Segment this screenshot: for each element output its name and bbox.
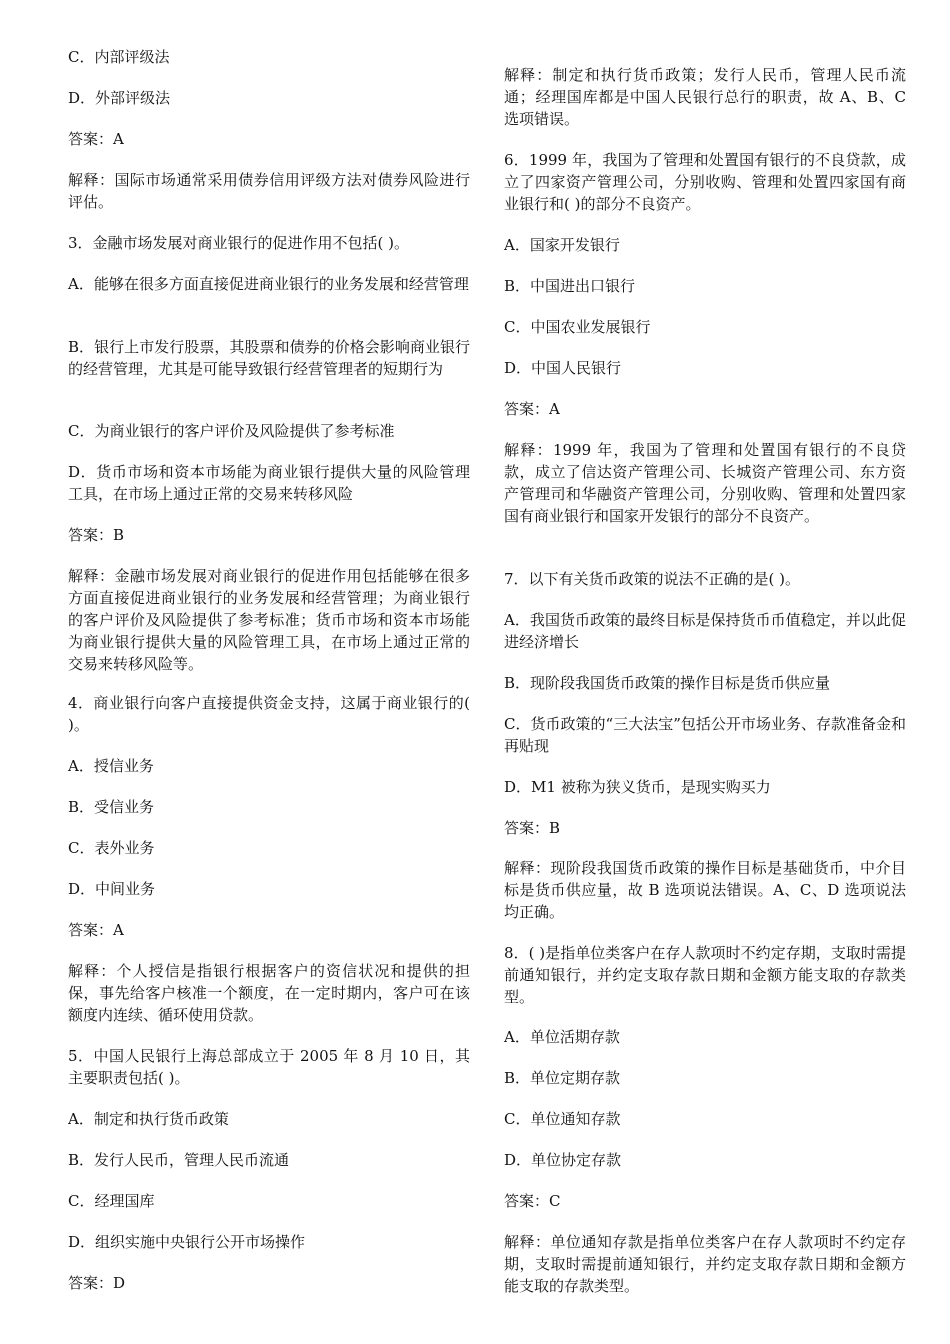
option-d-q4: D．中间业务	[68, 880, 156, 898]
option-d-q6: D．中国人民银行	[504, 359, 622, 377]
option-a-q7: A．我国货币政策的最终目标是保持货币币值稳定，并以此促进经济增长	[504, 611, 906, 651]
option-c-q2: C．内部评级法	[68, 48, 170, 66]
option-c-q8: C．单位通知存款	[504, 1110, 621, 1128]
option-d-q2: D．外部评级法	[68, 89, 171, 107]
question-4: 4．商业银行向客户直接提供资金支持，这属于商业银行的( )。	[68, 694, 470, 734]
answer-q3: 答案：B	[68, 526, 125, 544]
option-d-q8: D．单位协定存款	[504, 1151, 622, 1169]
option-b-q3: B．银行上市发行股票，其股票和债券的价格会影响商业银行的经营管理，尤其是可能导致银行经营管理者的短期行为	[68, 338, 470, 378]
option-c-q6: C．中国农业发展银行	[504, 318, 651, 336]
answer-q7: 答案：B	[504, 819, 561, 837]
option-a-q4: A．授信业务	[68, 757, 154, 775]
question-6: 6．1999 年，我国为了管理和处置国有银行的不良贷款，成立了四家资产管理公司，分别收购、管理和处置四家国有商业银行和( )的部分不良资产。	[504, 151, 906, 213]
answer-q8: 答案：C	[504, 1192, 561, 1210]
explanation-q2: 解释：国际市场通常采用债券信用评级方法对债券风险进行评估。	[68, 171, 470, 211]
explanation-q5: 解释：制定和执行货币政策；发行人民币，管理人民币流通；经理国库都是中国人民银行总行的职责，故 A、B、C 选项错误。	[504, 66, 906, 128]
option-c-q3: C．为商业银行的客户评价及风险提供了参考标准	[68, 422, 395, 440]
option-d-q7: D．M1 被称为狭义货币，是现实购买力	[504, 778, 771, 796]
option-b-q4: B．受信业务	[68, 798, 155, 816]
option-a-q8: A．单位活期存款	[504, 1028, 620, 1046]
option-d-q3: D．货币市场和资本市场能为商业银行提供大量的风险管理工具，在市场上通过正常的交易来转移风险	[68, 463, 470, 503]
option-c-q7: C．货币政策的“三大法宝”包括公开市场业务、存款准备金和再贴现	[504, 715, 906, 755]
answer-q4: 答案：A	[68, 921, 124, 939]
answer-q6: 答案：A	[504, 400, 560, 418]
answer-q2: 答案：A	[68, 130, 124, 148]
option-b-q6: B．中国进出口银行	[504, 277, 636, 295]
explanation-q3: 解释：金融市场发展对商业银行的促进作用包括能够在很多方面直接促进商业银行的业务发展和经营管理；为商业银行的客户评价及风险提供了参考标准；货币市场和资本市场能为商业银行提供大量的风险管理工具，在市场上通过正常的交易来转移风险等。	[68, 567, 470, 673]
option-a-q5: A．制定和执行货币政策	[68, 1110, 229, 1128]
question-7: 7．以下有关货币政策的说法不正确的是( )。	[504, 570, 801, 588]
question-5: 5．中国人民银行上海总部成立于 2005 年 8 月 10 日，其主要职责包括( )。	[68, 1047, 470, 1087]
option-b-q8: B．单位定期存款	[504, 1069, 621, 1087]
option-c-q4: C．表外业务	[68, 839, 155, 857]
option-a-q6: A．国家开发银行	[504, 236, 620, 254]
explanation-q7: 解释：现阶段我国货币政策的操作目标是基础货币，中介目标是货币供应量，故 B 选项说法错误。A、C、D 选项说法均正确。	[504, 859, 906, 921]
option-b-q7: B．现阶段我国货币政策的操作目标是货币供应量	[504, 674, 831, 692]
explanation-q4: 解释：个人授信是指银行根据客户的资信状况和提供的担保，事先给客户核准一个额度，在一定时期内，客户可在该额度内连续、循环使用贷款。	[68, 962, 470, 1024]
explanation-q8: 解释：单位通知存款是指单位类客户在存人款项时不约定存期，支取时需提前通知银行，并约定支取存款日期和金额方能支取的存款类型。	[504, 1233, 906, 1295]
question-8: 8．( )是指单位类客户在存人款项时不约定存期，支取时需提前通知银行，并约定支取存款日期和金额方能支取的存款类型。	[504, 944, 906, 1006]
option-c-q5: C．经理国库	[68, 1192, 155, 1210]
option-a-q3: A．能够在很多方面直接促进商业银行的业务发展和经营管理	[68, 275, 469, 293]
option-d-q5: D．组织实施中央银行公开市场操作	[68, 1233, 306, 1251]
explanation-q6: 解释：1999 年，我国为了管理和处置国有银行的不良贷款，成立了信达资产管理公司、长城资产管理公司、东方资产管理司和华融资产管理公司，分别收购、管理和处置四家国有商业银行和国家开发银行的部分不良资产。	[504, 441, 906, 525]
question-3: 3．金融市场发展对商业银行的促进作用不包括( )。	[68, 234, 410, 252]
answer-q5: 答案：D	[68, 1274, 126, 1292]
option-b-q5: B．发行人民币，管理人民币流通	[68, 1151, 290, 1169]
